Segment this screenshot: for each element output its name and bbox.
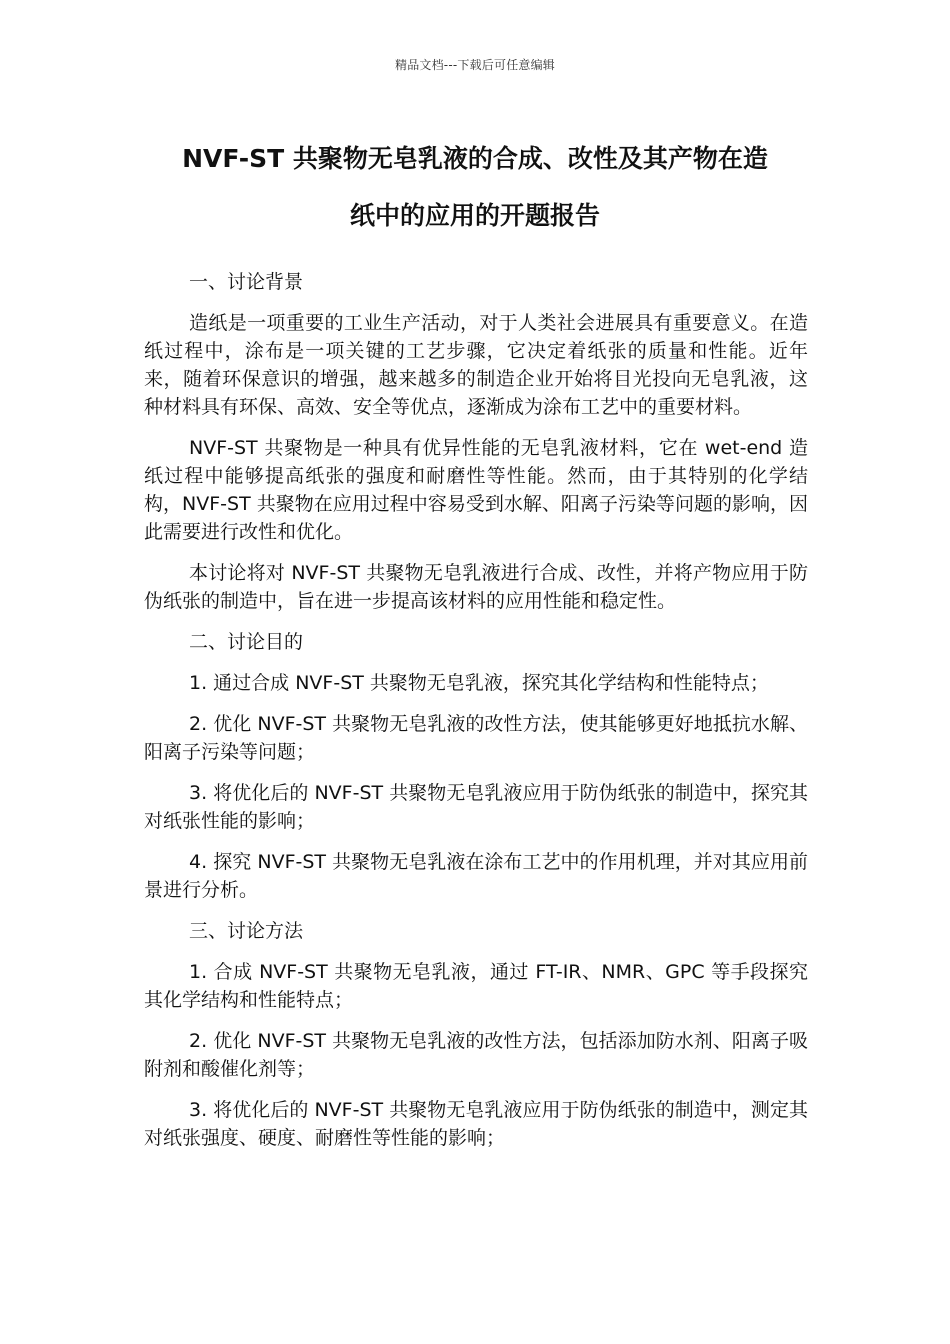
document-title-line-1: NVF-ST 共聚物无皂乳液的合成、改性及其产物在造 xyxy=(182,144,768,173)
method-item: 3. 将优化后的 NVF-ST 共聚物无皂乳液应用于防伪纸张的制造中，测定其对纸张强度、硬度、耐磨性等性能的影响； xyxy=(144,1099,808,1149)
purpose-item: 4. 探究 NVF-ST 共聚物无皂乳液在涂布工艺中的作用机理，并对其应用前景进行分析。 xyxy=(144,851,808,901)
method-item: 1. 合成 NVF-ST 共聚物无皂乳液，通过 FT-IR、NMR、GPC 等手段探究其化学结构和性能特点； xyxy=(144,961,808,1011)
document-body xyxy=(144,268,808,1165)
document-title-line-2: 纸中的应用的开题报告 xyxy=(349,201,600,230)
section-heading-background: 一、讨论背景 xyxy=(189,271,304,293)
background-paragraph: 造纸是一项重要的工业生产活动，对于人类社会进展具有重要意义。在造纸过程中，涂布是一项关键的工艺步骤，它决定着纸张的质量和性能。近年来，随着环保意识的增强，越来越多的制造企业开始将目光投向无皂乳液，这种材料具有环保、高效、安全等优点，逐渐成为涂布工艺中的重要材料。 xyxy=(144,312,808,418)
section-heading-method: 三、讨论方法 xyxy=(189,920,304,942)
document-title xyxy=(130,130,820,244)
purpose-item: 2. 优化 NVF-ST 共聚物无皂乳液的改性方法，使其能够更好地抵抗水解、阳离子污染等问题； xyxy=(144,713,808,763)
background-paragraph: 本讨论将对 NVF-ST 共聚物无皂乳液进行合成、改性，并将产物应用于防伪纸张的制造中，旨在进一步提高该材料的应用性能和稳定性。 xyxy=(144,562,808,612)
header-note: 精品文档---下载后可任意编辑 xyxy=(395,58,555,72)
background-paragraph: NVF-ST 共聚物是一种具有优异性能的无皂乳液材料，它在 wet-end 造纸过程中能够提高纸张的强度和耐磨性等性能。然而，由于其特别的化学结构，NVF-ST 共聚物在应用过程中容易受到水解、阳离子污染等问题的影响，因此需要进行改性和优化。 xyxy=(144,437,808,543)
section-heading-purpose: 二、讨论目的 xyxy=(189,631,304,653)
purpose-item: 3. 将优化后的 NVF-ST 共聚物无皂乳液应用于防伪纸张的制造中，探究其对纸张性能的影响； xyxy=(144,782,808,832)
method-item: 2. 优化 NVF-ST 共聚物无皂乳液的改性方法，包括添加防水剂、阳离子吸附剂和酸催化剂等； xyxy=(144,1030,808,1080)
purpose-item: 1. 通过合成 NVF-ST 共聚物无皂乳液，探究其化学结构和性能特点； xyxy=(189,672,769,694)
